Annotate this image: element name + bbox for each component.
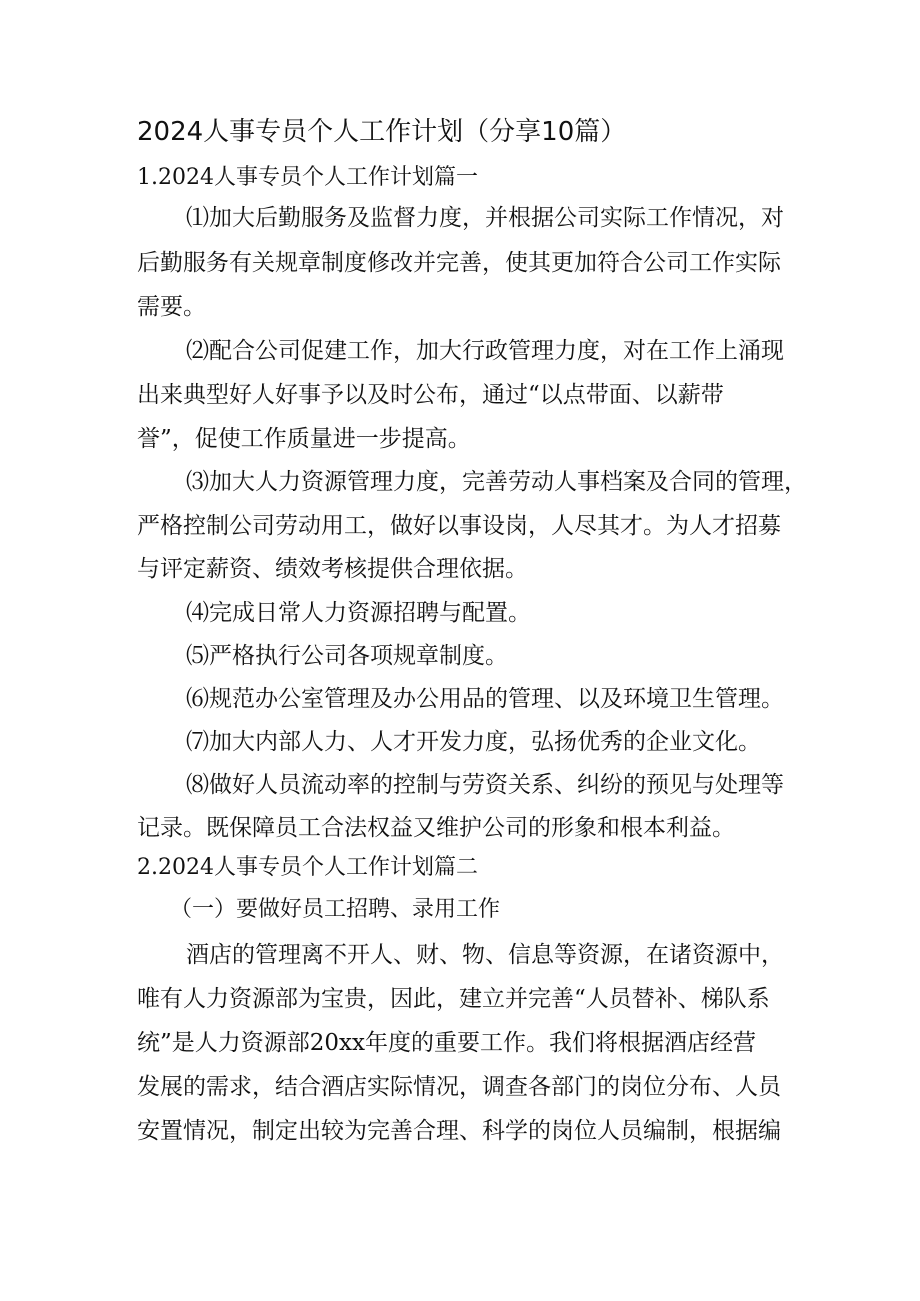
paragraph-line: ⑴加大后勤服务及监督力度，并根据公司实际工作情况，对	[186, 205, 784, 231]
paragraph-line: ⑵配合公司促建工作，加大行政管理力度，对在工作上涌现	[186, 338, 784, 364]
paragraph-line: 后勤服务有关规章制度修改并完善，使其更加符合公司工作实际	[137, 250, 781, 276]
paragraph-line: 誉”，促使工作质量进一步提高。	[137, 426, 471, 452]
paragraph-line: 出来典型好人好事予以及时公布，通过“以点带面、以薪带	[137, 382, 724, 408]
section-heading-1: 1.2024人事专员个人工作计划篇一	[137, 165, 478, 190]
paragraph-line: ⑻做好人员流动率的控制与劳资关系、纠纷的预见与处理等	[186, 772, 784, 798]
paragraph-line: ⑷完成日常人力资源招聘与配置。	[186, 600, 531, 626]
paragraph-line: 唯有人力资源部为宝贵，因此，建立并完善“人员替补、梯队系	[137, 986, 770, 1012]
paragraph-line: 酒店的管理离不开人、财、物、信息等资源，在诸资源中，	[186, 942, 784, 968]
document-title: 2024人事专员个人工作计划（分享10篇）	[137, 117, 627, 147]
paragraph-line: ⑶加大人力资源管理力度，完善劳动人事档案及合同的管理，	[186, 469, 807, 495]
paragraph-line: 记录。既保障员工合法权益又维护公司的形象和根本利益。	[137, 815, 735, 841]
paragraph-line: 严格控制公司劳动用工，做好以事设岗，人尽其才。为人才招募	[137, 513, 781, 539]
paragraph-line: ⑺加大内部人力、人才开发力度，弘扬优秀的企业文化。	[186, 729, 761, 755]
paragraph-line: 统”是人力资源部20xx年度的重要工作。我们将根据酒店经营	[137, 1030, 756, 1056]
paragraph-line: 安置情况，制定出较为完善合理、科学的岗位人员编制，根据编	[137, 1118, 781, 1144]
paragraph-line: 需要。	[137, 294, 206, 320]
paragraph-line: 与评定薪资、绩效考核提供合理依据。	[137, 556, 528, 582]
section-heading-2: 2.2024人事专员个人工作计划篇二	[137, 855, 478, 880]
section-subheading: （一）要做好员工招聘、录用工作	[170, 897, 501, 922]
paragraph-line: 发展的需求，结合酒店实际情况，调查各部门的岗位分布、人员	[137, 1074, 781, 1100]
paragraph-line: ⑸严格执行公司各项规章制度。	[186, 643, 508, 669]
paragraph-line: ⑹规范办公室管理及办公用品的管理、以及环境卫生管理。	[186, 686, 784, 712]
